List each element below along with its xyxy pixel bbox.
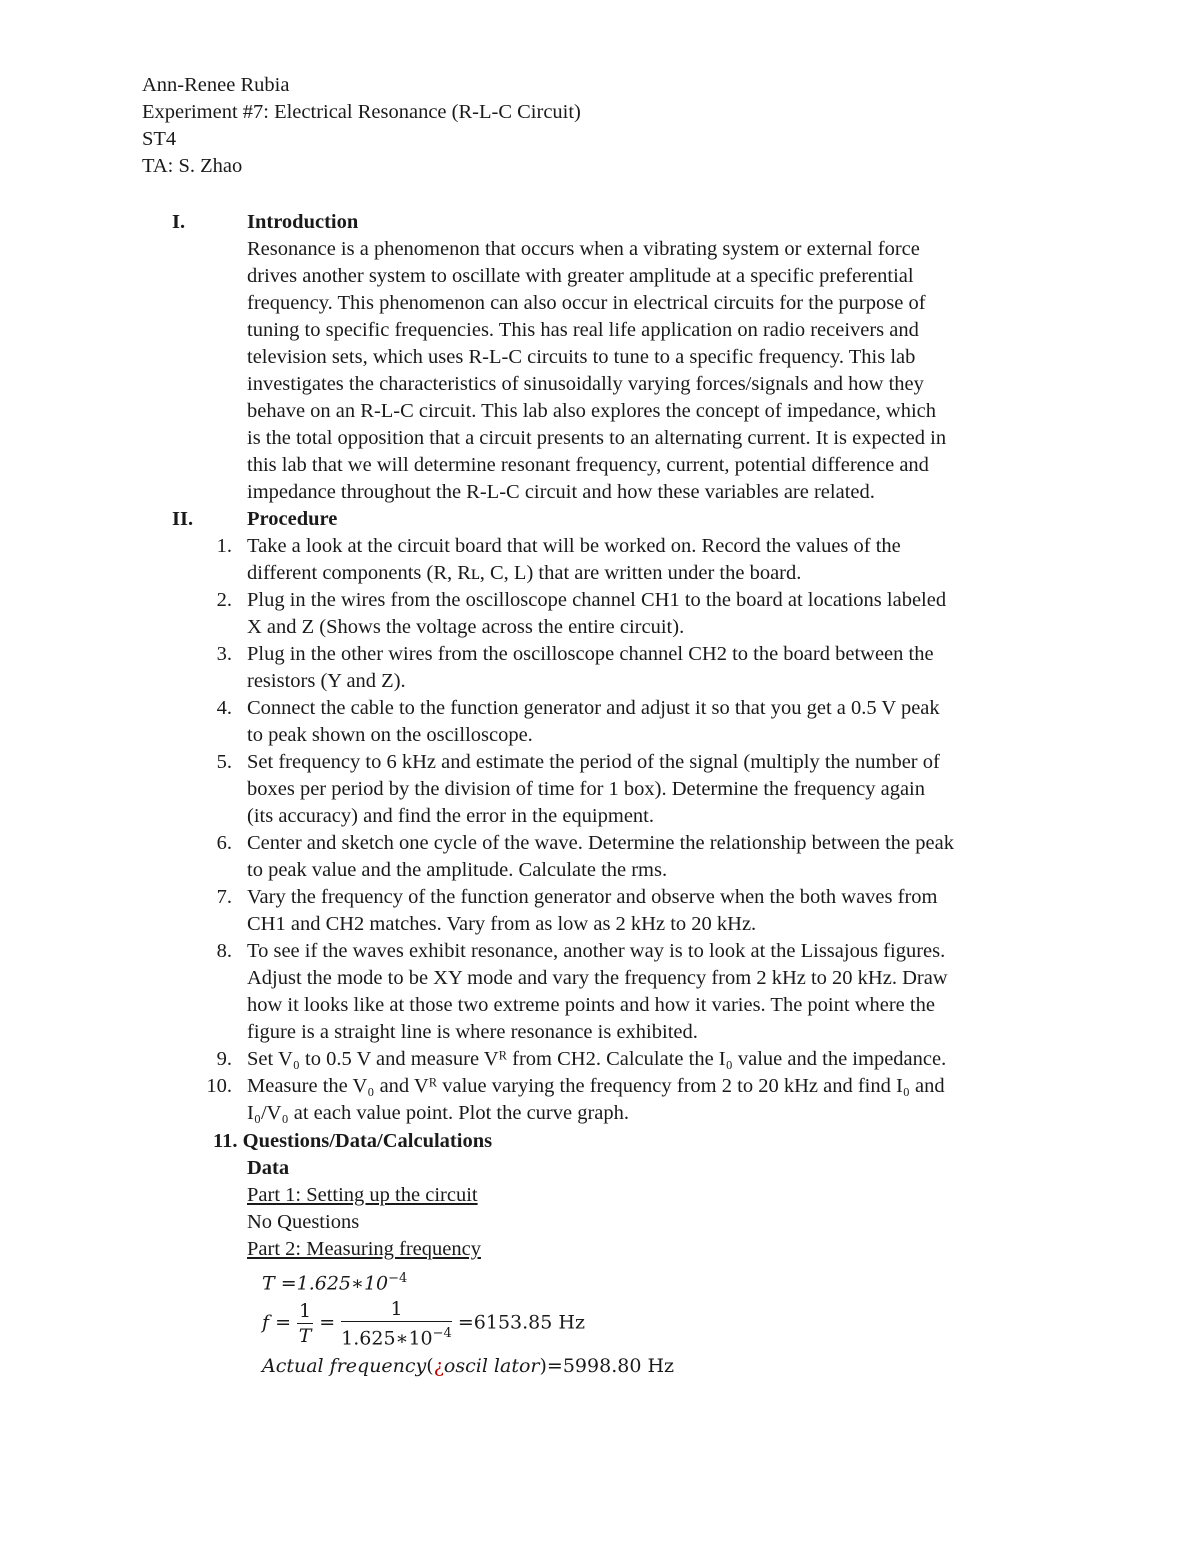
- step-line: Take a look at the circuit board that will be worked on. Record the values of the: [247, 535, 901, 557]
- step-number: 10.: [206, 1075, 232, 1097]
- intro-line: Resonance is a phenomenon that occurs when a vibrating system or external force: [247, 238, 920, 260]
- fraction-one-over-t: [297, 1299, 313, 1348]
- step-line: figure is a straight line is where resonance is exhibited.: [247, 1021, 698, 1043]
- procedure-step: [206, 749, 954, 830]
- ta-name: TA: S. Zhao: [142, 155, 243, 177]
- step-number: 5.: [216, 751, 232, 773]
- step-line: Vary the frequency of the function generator and observe when the both waves from: [247, 886, 938, 908]
- procedure-step: [206, 1046, 954, 1073]
- fraction-denominator: T: [298, 1325, 312, 1348]
- intro-line: television sets, which uses R-L-C circuits to tune to a specific frequency. This lab: [247, 346, 916, 368]
- step-number: 4.: [216, 697, 232, 719]
- fraction-numerator: 1: [299, 1300, 312, 1323]
- step-line: Set frequency to 6 kHz and estimate the period of the signal (multiply the number of: [247, 751, 940, 773]
- frequency-result: =6153.85 Hz: [457, 1311, 585, 1334]
- questions-number: 11.: [213, 1130, 238, 1152]
- step-line: Connect the cable to the function generator and adjust it so that you get a 0.5 V peak: [247, 697, 940, 719]
- step-line: boxes per period by the division of time for 1 box). Determine the frequency again: [247, 778, 926, 800]
- step-number: 7.: [216, 886, 232, 908]
- step-line: different components (R, Rʟ, C, L) that are written under the board.: [247, 562, 802, 584]
- experiment-title: Experiment #7: Electrical Resonance (R-L-C Circuit): [142, 101, 581, 123]
- step-line: Plug in the other wires from the oscilloscope channel CH2 to the board between the: [247, 643, 934, 665]
- intro-line: investigates the characteristics of sinusoidally varying forces/signals and how they: [247, 373, 924, 395]
- step-line: To see if the waves exhibit resonance, another way is to look at the Lissajous figures.: [247, 940, 946, 962]
- paren-open: (: [426, 1355, 434, 1377]
- fraction-denominator: [341, 1322, 452, 1350]
- document-header: [142, 72, 581, 180]
- part2-title: Part 2: Measuring frequency: [247, 1238, 481, 1260]
- step-line: resistors (Y and Z).: [247, 670, 406, 692]
- intro-line: tuning to specific frequencies. This has real life application on radio receivers and: [247, 319, 919, 341]
- procedure-step: [206, 1073, 954, 1127]
- step-line: Adjust the mode to be XY mode and vary the frequency from 2 kHz to 20 kHz. Draw: [247, 967, 948, 989]
- step-line: Set V₀ to 0.5 V and measure Vᴿ from CH2. Calculate the I₀ value and the impedance.: [247, 1048, 947, 1070]
- step-number: 6.: [216, 832, 232, 854]
- equals-sign: =: [319, 1311, 336, 1334]
- data-heading: Data: [247, 1157, 290, 1179]
- introduction-title: Introduction: [247, 211, 359, 233]
- step-number: 8.: [216, 940, 232, 962]
- step-line: X and Z (Shows the voltage across the entire circuit).: [247, 616, 685, 638]
- step-line: how it looks like at those two extreme points and how it varies. The point where the: [247, 994, 935, 1016]
- procedure-steps: [206, 533, 954, 1127]
- step-line: to peak value and the amplitude. Calculate the rms.: [247, 859, 668, 881]
- period-exponent: −4: [388, 1271, 408, 1286]
- author-name: Ann-Renee Rubia: [142, 74, 290, 96]
- intro-line: drives another system to oscillate with greater amplitude at a specific preferential: [247, 265, 914, 287]
- procedure-step: [206, 587, 954, 641]
- step-line: Center and sketch one cycle of the wave. Determine the relationship between the peak: [247, 832, 954, 854]
- intro-line: impedance throughout the R-L-C circuit and how these variables are related.: [247, 481, 875, 503]
- actual-frequency-equation: [262, 1353, 674, 1380]
- fraction-numeric: [341, 1297, 452, 1350]
- introduction-paragraph: [247, 236, 1067, 506]
- part1-text: No Questions: [247, 1211, 360, 1233]
- procedure-number: II.: [172, 508, 194, 530]
- procedure-step: [206, 938, 954, 1046]
- step-number: 9.: [216, 1048, 232, 1070]
- paren-close: ): [539, 1355, 547, 1377]
- frequency-lhs: f =: [262, 1311, 291, 1334]
- step-line: I₀/V₀ at each value point. Plot the curve graph.: [247, 1102, 630, 1124]
- step-line: CH1 and CH2 matches. Vary from as low as 2 kHz to 20 kHz.: [247, 913, 757, 935]
- data-section: [247, 1155, 481, 1263]
- step-number: 3.: [216, 643, 232, 665]
- introduction-number: I.: [172, 211, 186, 233]
- intro-line: behave on an R-L-C circuit. This lab also explores the concept of impedance, which: [247, 400, 936, 422]
- intro-line: this lab that we will determine resonant frequency, current, potential difference and: [247, 454, 929, 476]
- procedure-step: [206, 533, 954, 587]
- intro-line: frequency. This phenomenon can also occur in electrical circuits for the purpose of: [247, 292, 926, 314]
- step-number: 1.: [216, 535, 232, 557]
- procedure-title: Procedure: [247, 508, 338, 530]
- intro-line: is the total opposition that a circuit presents to an alternating current. It is expected in: [247, 427, 947, 449]
- procedure-step: [206, 830, 954, 884]
- step-line: to peak shown on the oscilloscope.: [247, 724, 533, 746]
- questions-heading: [213, 1128, 492, 1155]
- period-equation: [262, 1265, 407, 1297]
- denominator-exponent: −4: [432, 1326, 452, 1341]
- frequency-equation: [262, 1297, 585, 1349]
- step-line: (its accuracy) and find the error in the equipment.: [247, 805, 654, 827]
- procedure-step: [206, 695, 954, 749]
- denominator-value: 1.625∗10: [341, 1327, 433, 1350]
- section-code: ST4: [142, 128, 177, 150]
- questions-title: Questions/Data/Calculations: [242, 1130, 493, 1152]
- error-marker: ¿: [433, 1355, 444, 1377]
- actual-frequency-value: =5998.80 Hz: [546, 1355, 675, 1377]
- actual-frequency-label: Actual frequency: [262, 1355, 427, 1377]
- part1-title: Part 1: Setting up the circuit: [247, 1184, 478, 1206]
- fraction-numerator: 1: [341, 1297, 452, 1322]
- period-expression: T =1.625∗10: [262, 1272, 389, 1295]
- actual-frequency-source: oscil lator: [443, 1355, 540, 1377]
- step-number: 2.: [216, 589, 232, 611]
- step-line: Measure the V₀ and Vᴿ value varying the frequency from 2 to 20 kHz and find I₀ and: [247, 1075, 945, 1097]
- procedure-step: [206, 641, 954, 695]
- step-line: Plug in the wires from the oscilloscope channel CH1 to the board at locations labeled: [247, 589, 947, 611]
- procedure-step: [206, 884, 954, 938]
